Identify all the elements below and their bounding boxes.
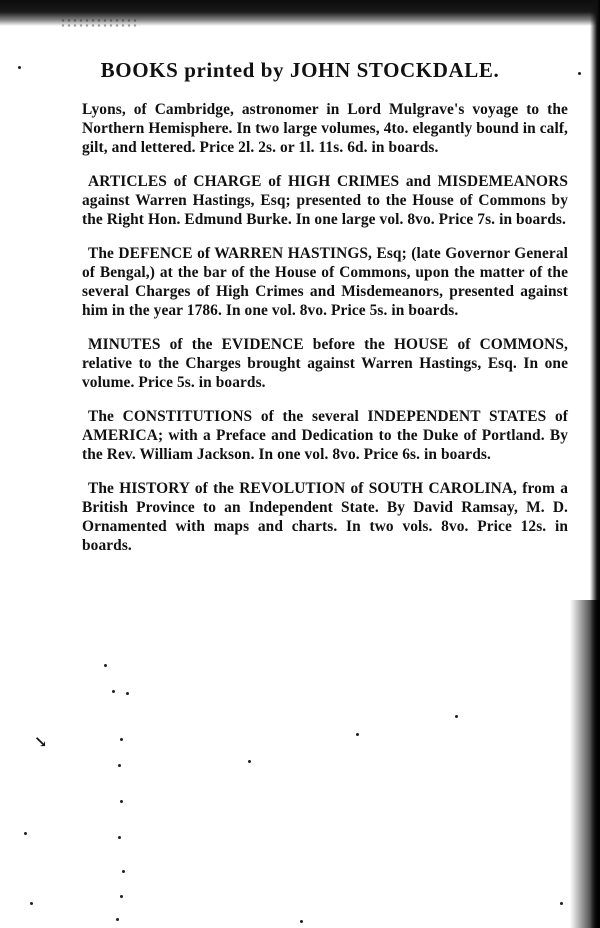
scan-speck [112, 690, 115, 693]
book-entry-articles-of-charge: ARTICLES of CHARGE of HIGH CRIMES and MISDEMEANORS against Warren Hastings, Esq; presented to the House of Commons by the Right Hon. Edmund Burke. In one large vol. 8vo. Price 7s. in boards. [82, 173, 568, 228]
book-list [82, 100, 568, 570]
page-title: BOOKS printed by JOHN STOCKDALE. [100, 58, 500, 82]
scan-speck [455, 715, 458, 718]
book-entry-history-south-carolina: The HISTORY of the REVOLUTION of SOUTH CAROLINA, from a British Province to an Independent State. By David Ramsay, M. D. Ornamented with maps and charts. In two vols. 8vo. Price 12s. in boards. [82, 480, 568, 554]
scan-speck [126, 692, 129, 695]
scan-speck [24, 832, 27, 835]
scan-speck [120, 800, 123, 803]
scan-speck [356, 733, 359, 736]
scan-edge-top [0, 0, 600, 26]
scan-edge-right-lower [570, 600, 600, 928]
scan-speck [30, 902, 33, 905]
scan-speck [120, 895, 123, 898]
scan-speck [116, 918, 119, 921]
book-entry-constitutions: The CONSTITUTIONS of the several INDEPENDENT STATES of AMERICA; with a Preface and Dedication to the Duke of Portland. By the Rev. William Jackson. In one vol. 8vo. Price 6s. in boards. [82, 408, 568, 463]
scan-speck [560, 902, 563, 905]
scan-speck [104, 664, 107, 667]
scan-speck [578, 72, 581, 75]
scan-speck [118, 836, 121, 839]
margin-mark-icon: ↘ [34, 734, 48, 751]
scan-speck [122, 870, 125, 873]
book-entry-lyons: Lyons, of Cambridge, astronomer in Lord Mulgrave's voyage to the Northern Hemisphere. In two large volumes, 4to. elegantly bound in calf, gilt, and lettered. Price 2l. 2s. or 1l. 11s. 6d. in boards. [82, 101, 568, 156]
scan-speck [18, 66, 21, 69]
scan-speck [118, 764, 121, 767]
book-entry-defence-of-hastings: The DEFENCE of WARREN HASTINGS, Esq; (late Governor General of Bengal,) at the bar of the House of Commons, upon the matter of the several Charges of High Crimes and Misdemeanors, presented against him in the year 1786. In one vol. 8vo. Price 5s. in boards. [82, 245, 568, 319]
book-entry-minutes-of-evidence: MINUTES of the EVIDENCE before the HOUSE of COMMONS, relative to the Charges brought against Warren Hastings, Esq. In one volume. Price 5s. in boards. [82, 336, 568, 391]
scan-speck [120, 738, 123, 741]
scan-speck [248, 760, 251, 763]
scan-speck [300, 920, 303, 923]
